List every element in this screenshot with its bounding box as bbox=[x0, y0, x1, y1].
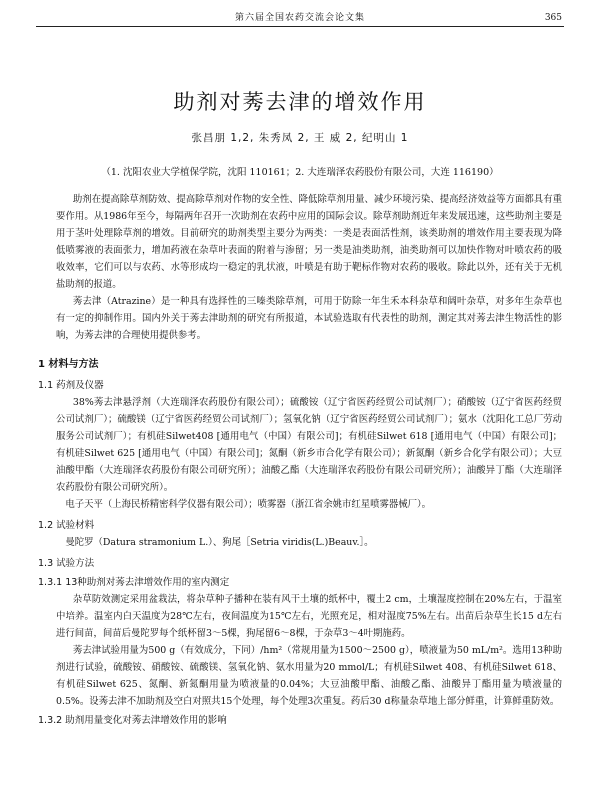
subsubsection-heading-dosage: 1.3.2 助剂用量变化对莠去津增效作用的影响 bbox=[38, 715, 227, 726]
author-list: 张昌朋 1,2, 朱秀凤 2, 王 威 2, 纪明山 1 bbox=[191, 132, 409, 144]
intro-paragraph-1: 助剂在提高除草剂防效、提高除草剂对作物的安全性、降低除草剂用量、减少环境污染、提高经济效益等方面都具有重要作用。从1986年至今，每隔两年召开一次助剂在农药中应用的国际会议。除草剂助剂近年来发展迅速，这些助剂主要是用于茎叶处理除草剂的增效。目前研究的助剂类型主要分为两类：一类是表面活性剂，该类助剂的增效作用主要表现为降低喷雾液的表面张力，增加药液在杂草叶表面的附着与渗留；另一类是油类助剂，油类助剂可以加快作物对叶喷农药的吸收效率，它们可以与农药、水等形成均一稳定的乳状液，叶喷是有助于靶标作物对农药的吸收。除此以外，还有关于无机盐助剂的报道。 bbox=[56, 194, 562, 290]
method-paragraph-2: 莠去津试验用量为500 g（有效成分，下同）/hm²（常规用量为1500～2500 g），喷液量为50 mL/m²。选用13种助剂进行试验，硫酸铵、硝酸铵、硫酸镁、氢氧化钠、氨水用量为20 mmol/L；有机硅Silwet 408、有机硅Silwet 618、有机硅Silwet 625、氮酮、新氮酮用量为喷液量的0.04%；大豆油酸甲酯、油酸乙酯、油酸异丁酯用量为喷液量的0.5%。设莠去津不加助剂及空白对照共15个处理，每个处理3次重复。药后30 d称量杂草地上部分鲜重，计算鲜重防效。 bbox=[56, 645, 562, 707]
affiliation: （1. 沈阳农业大学植保学院，沈阳 110161；2. 大连瑞泽农药股份有限公司，大连 116190） bbox=[101, 167, 499, 178]
test-materials-paragraph: 曼陀罗（Datura stramonium L.）、狗尾［Setria viridis(L.)Beauv.］。 bbox=[65, 537, 374, 548]
materials-paragraph: 38%莠去津悬浮剂（大连瑞泽农药股份有限公司）；硫酸铵（辽宁省医药经贸公司试剂厂）；硝酸铵（辽宁省医药经贸公司试剂厂）；硫酸镁（辽宁省医药经贸公司试剂厂）；氢氧化钠（辽宁省医药经贸公司试剂厂）；氨水（沈阳化工总厂劳动服务公司试剂厂）；有机硅Silwet408 [通用电气（中国）有限公司]；有机硅Silwet 618 [通用电气（中国）有限公司]；有机硅Silwet 625 [通用电气（中国）有限公司]；氮酮（新乡市合化学有限公司）；新氮酮（新乡合化学有限公司）；大豆油酸甲酯（大连瑞泽农药股份有限公司研究所）；油酸乙酯（大连瑞泽农药股份有限公司研究所）；油酸异丁酯（大连瑞泽农药股份有限公司研究所）。 bbox=[56, 397, 562, 493]
instruments-paragraph: 电子天平（上海民桥精密科学仪器有限公司）；喷雾器（浙江省余姚市红星喷雾器械厂）。 bbox=[65, 499, 432, 510]
method-paragraph-1: 杂草防效测定采用盆栽法，将杂草种子播种在装有风干土壤的纸杯中，覆土2 cm，土壤湿度控制在20%左右，于温室中培养。温室内白天温度为28℃左右，夜间温度为15℃左右，光照充足，相对湿度75%左右。出苗后杂草生长15 d左右进行间苗，间苗后曼陀罗每个纸杯留3～5棵，狗尾留6～8棵，于杂草3～4叶期施药。 bbox=[56, 594, 562, 639]
subsection-heading-test-materials: 1.2 试验材料 bbox=[38, 520, 95, 531]
page-number: 365 bbox=[544, 13, 562, 23]
subsection-heading-test-methods: 1.3 试验方法 bbox=[38, 558, 95, 569]
subsubsection-heading-indoor-test: 1.3.1 13种助剂对莠去津增效作用的室内测定 bbox=[38, 577, 230, 588]
intro-paragraph-2: 莠去津（Atrazine）是一种具有选择性的三嗪类除草剂，可用于防除一年生禾本科杂草和阔叶杂草，对多年生杂草也有一定的抑制作用。国内外关于莠去津助剂的研究有所报道，本试验选取有代表性的助剂，测定其对莠去津生物活性的影响，为莠去津的合理使用提供参考。 bbox=[56, 296, 562, 341]
running-header bbox=[36, 10, 564, 27]
section-heading-materials-methods: 1 材料与方法 bbox=[38, 359, 99, 370]
subsection-heading-reagents: 1.1 药剂及仪器 bbox=[38, 380, 104, 391]
paper-body bbox=[38, 191, 562, 729]
running-title: 第六届全国农药交流会论文集 bbox=[234, 13, 365, 23]
paper-title: 助剂对莠去津的增效作用 bbox=[173, 90, 427, 114]
